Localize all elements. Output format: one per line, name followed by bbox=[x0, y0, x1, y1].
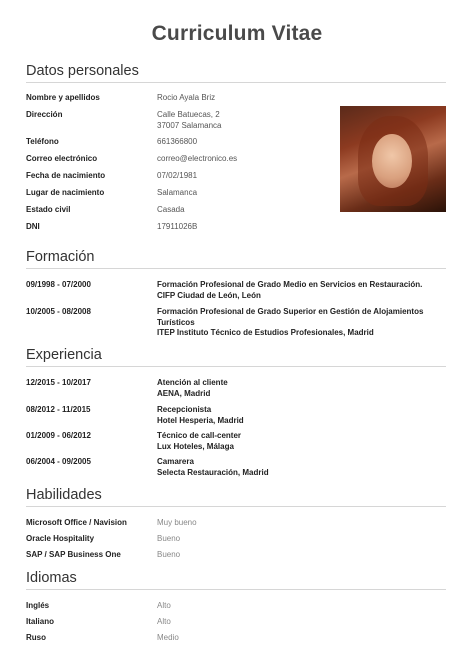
language-level: Medio bbox=[157, 633, 179, 642]
entry-line: CIFP Ciudad de León, León bbox=[157, 290, 261, 300]
language-level: Alto bbox=[157, 601, 171, 610]
field-value: Rocio Ayala Briz bbox=[157, 93, 216, 102]
date-range: 06/2004 - 09/2005 bbox=[26, 457, 91, 466]
language-name: Inglés bbox=[26, 601, 50, 610]
entry-line: Formación Profesional de Grado Medio en Servicios en Restauración. bbox=[157, 280, 423, 289]
section-languages-heading: Idiomas bbox=[26, 570, 446, 590]
field-value: 17911026B bbox=[157, 222, 198, 231]
section-personal-heading: Datos personales bbox=[26, 63, 446, 83]
skill-level: Bueno bbox=[157, 534, 181, 543]
section-skills-heading: Habilidades bbox=[26, 487, 446, 507]
entry-line: Lux Hoteles, Málaga bbox=[157, 441, 234, 451]
field-label: Dirección bbox=[26, 110, 63, 119]
photo-face bbox=[372, 134, 412, 188]
date-range: 01/2009 - 06/2012 bbox=[26, 431, 91, 440]
language-name: Italiano bbox=[26, 617, 55, 626]
entry-line: Camarera bbox=[157, 457, 194, 466]
field-value-line2: 37007 Salamanca bbox=[157, 120, 222, 130]
section-experience-heading: Experiencia bbox=[26, 347, 446, 367]
field-label: Estado civil bbox=[26, 205, 71, 214]
entry-line: Selecta Restauración, Madrid bbox=[157, 467, 269, 477]
field-label: Fecha de nacimiento bbox=[26, 171, 106, 180]
entry-line: Formación Profesional de Grado Superior en Gestión de Alojamientos bbox=[157, 307, 424, 316]
entry-line: Atención al cliente bbox=[157, 378, 228, 387]
entry-line: Hotel Hesperia, Madrid bbox=[157, 415, 244, 425]
field-value: correo@electronico.es bbox=[157, 154, 238, 163]
field-label: Correo electrónico bbox=[26, 154, 98, 163]
field-value: 661366800 bbox=[157, 137, 198, 146]
entry-line: Recepcionista bbox=[157, 405, 212, 414]
field-value: Calle Batuecas, 2 bbox=[157, 110, 220, 119]
skill-level: Muy bueno bbox=[157, 518, 197, 527]
date-range: 12/2015 - 10/2017 bbox=[26, 378, 91, 387]
skill-name: Oracle Hospitality bbox=[26, 534, 95, 543]
language-level: Alto bbox=[157, 617, 171, 626]
skill-level: Bueno bbox=[157, 550, 181, 559]
field-value: Salamanca bbox=[157, 188, 198, 197]
skill-name: Microsoft Office / Navision bbox=[26, 518, 127, 527]
section-education-heading: Formación bbox=[26, 249, 446, 269]
field-label: Teléfono bbox=[26, 137, 59, 146]
field-label: Nombre y apellidos bbox=[26, 93, 100, 102]
date-range: 10/2005 - 08/2008 bbox=[26, 307, 91, 316]
skill-name: SAP / SAP Business One bbox=[26, 550, 121, 559]
field-value: 07/02/1981 bbox=[157, 171, 198, 180]
page-title: Curriculum Vitae bbox=[151, 22, 323, 45]
profile-photo bbox=[340, 106, 446, 212]
date-range: 09/1998 - 07/2000 bbox=[26, 280, 91, 289]
field-value: Casada bbox=[157, 205, 185, 214]
entry-line: Técnico de call-center bbox=[157, 431, 242, 440]
entry-line: Turísticos bbox=[157, 317, 195, 327]
language-name: Ruso bbox=[26, 633, 46, 642]
field-label: Lugar de nacimiento bbox=[26, 188, 105, 197]
date-range: 08/2012 - 11/2015 bbox=[26, 405, 91, 414]
field-label: DNI bbox=[26, 222, 40, 231]
entry-line: AENA, Madrid bbox=[157, 388, 211, 398]
entry-line: ITEP Instituto Técnico de Estudios Profesionales, Madrid bbox=[157, 328, 374, 337]
